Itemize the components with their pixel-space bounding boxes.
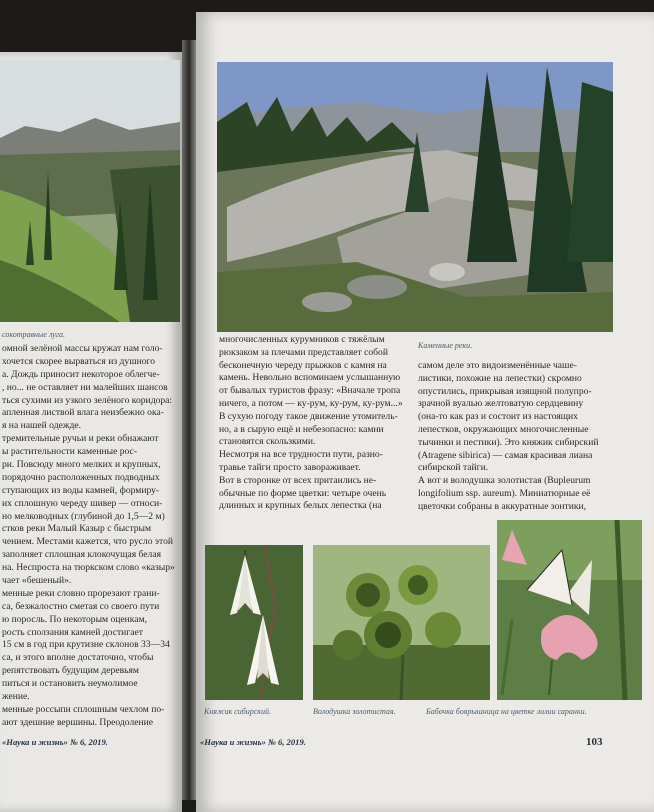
left-text-line: менные реки словно прорезают грани- — [2, 587, 160, 599]
left-footer: «Наука и жизнь» № 6, 2019. — [2, 737, 108, 747]
left-text-line: ают здешние вершины. Преодоление — [2, 716, 154, 728]
left-text-line: ступающих из воды камней, формиру- — [2, 484, 160, 496]
col1-text-line: обычные по форме цветки: четыре очень — [219, 487, 387, 499]
left-text-line: рость сползания камней достигает — [2, 626, 143, 638]
left-text-line: на. Неспроста на тюркском слово «казыр» — [2, 562, 175, 574]
left-text-line: репятствовать будущим деревьям — [2, 665, 139, 677]
col2-text-line: сибирской тайги. — [418, 462, 489, 474]
atragene-caption: Княжик сибирский. — [204, 707, 272, 716]
col1-text-line: Несмотря на все трудности пути, разно- — [219, 449, 383, 461]
left-text-line: менные россыпи сплошным чехлом по- — [2, 703, 165, 715]
left-text-line: омной зелёной массы кружат нам голо- — [2, 343, 163, 354]
col2-text-line: цветочки собраны в аккуратные зонтики, — [418, 500, 587, 512]
col1-text-line: травье тайги просто завораживает. — [219, 461, 361, 473]
col2-text-line: зрачной вуалью желтоватую сердцевину — [418, 398, 584, 410]
book-spine — [182, 40, 196, 800]
left-text-line: ться сухими из узкого зелёного коридора: — [2, 394, 173, 406]
col1-text-line: камень. Невольно вспоминаем услышанную — [219, 372, 401, 384]
butterfly-caption: Бабочка боярышница на цветке лилии саранки. — [426, 707, 587, 716]
left-text-line: са, безжалостно сметая со своего пути — [2, 600, 160, 612]
col2-text-line: longifolium ssp. aureum). Миниатюрные её — [418, 487, 591, 499]
left-text-line: ю поросль. По некоторым оценкам, — [2, 613, 148, 625]
left-text-line: ы растительности каменные рос- — [2, 446, 138, 458]
left-text-line: заполняет сплошная клокочущая белая — [2, 549, 161, 561]
col2-text-line: (Atragene sibirica) — самая красивая лиана — [418, 449, 593, 461]
stone-river-caption: Каменные реки. — [418, 341, 473, 350]
left-text-line: хочется скорее вырваться из душного — [2, 355, 156, 367]
left-text-line: порядочно расположенных подводных — [2, 471, 160, 483]
col2-text-line: листики, похожие на лепестки) скромно — [418, 372, 582, 384]
left-text-line: жение. — [2, 691, 30, 703]
left-text-line: , но... не оставляет ни малейших шансов — [2, 381, 168, 393]
left-text-line: стков реки Малый Казыр с быстрым — [2, 523, 152, 535]
col1-text-line: многочисленных курумников с тяжёлым — [219, 334, 385, 345]
left-text-line: ри. Повсюду много мелких и крупных, — [2, 459, 161, 471]
right-footer: «Наука и жизнь» № 6, 2019. — [200, 737, 306, 747]
left-text-line: а. Дождь приносит некоторое облегче- — [2, 368, 160, 380]
left-text-line: их сплошную череду шивер — относи- — [2, 497, 163, 509]
atragene-photo — [205, 545, 303, 700]
page-number: 103 — [586, 736, 603, 748]
col1-text-line: становятся скользкими. — [219, 436, 316, 448]
meadow-caption: сокотравные луга. — [2, 330, 66, 339]
col2-text-line: (она-то как раз и состоит из настоящих — [418, 411, 578, 423]
butterfly-lily-photo — [497, 520, 642, 700]
left-text-line: 15 см в год при крутизне склонов 33—34 — [2, 639, 170, 651]
right-text-column-1 — [219, 334, 403, 513]
col2-text-line: опустились, прикрывая изящной полупро- — [418, 385, 592, 397]
bupleurum-photo — [313, 545, 490, 700]
left-text-line: апленная листвой влага неизбежно ока- — [2, 407, 164, 419]
col2-text-line: А вот и володушка золотистая (Bupleurum — [418, 475, 591, 487]
left-text-line: но мелководных (глубиной до 1,5—2 м) — [2, 510, 165, 522]
left-text-line: чением. Местами кажется, что русло этой — [2, 536, 174, 548]
left-text-line: тремительные ручьи и реки обнажают — [2, 433, 159, 445]
col1-text-line: от бывалых туристов фразу: «Вначале тропа — [219, 385, 401, 397]
meadow-photo — [0, 60, 180, 322]
left-text-column — [2, 343, 178, 730]
col1-text-line: рюкзаком за плечами представляет собой — [219, 346, 388, 358]
col1-text-line: ничего, а потом — ку-рум, ку-рум, ку-рум...» — [219, 397, 403, 409]
col1-text-line: Вот в сторонке от всех притаились не- — [219, 474, 377, 486]
col1-text-line: бесконечную череду прыжков с камня на — [219, 359, 387, 371]
col1-text-line: но, а в сырую ещё и небезопасно: камни — [219, 423, 384, 435]
col1-text-line: В сухую погоду такое движение утомитель- — [219, 410, 398, 422]
col1-text-line: длинных и крупных белых лепестка (на — [219, 500, 382, 512]
bupleurum-caption: Володушка золотистая. — [313, 707, 396, 716]
col2-text-line: лепестков, окружающих многочисленные — [418, 423, 589, 435]
left-text-line: я на нашей одежде. — [2, 420, 81, 432]
col2-text-line: тычинки и пестики). Это княжик сибирский — [418, 436, 599, 448]
right-text-column-2 — [418, 360, 598, 514]
left-text-line: питься и остановить неумолимое — [2, 678, 138, 690]
left-text-line: са, и этого вполне достаточно, чтобы — [2, 652, 154, 664]
left-text-line: чает «бешеный». — [2, 575, 72, 587]
stone-river-photo — [217, 62, 613, 332]
col2-text-line: самом деле это видоизменённые чаше- — [418, 360, 577, 371]
